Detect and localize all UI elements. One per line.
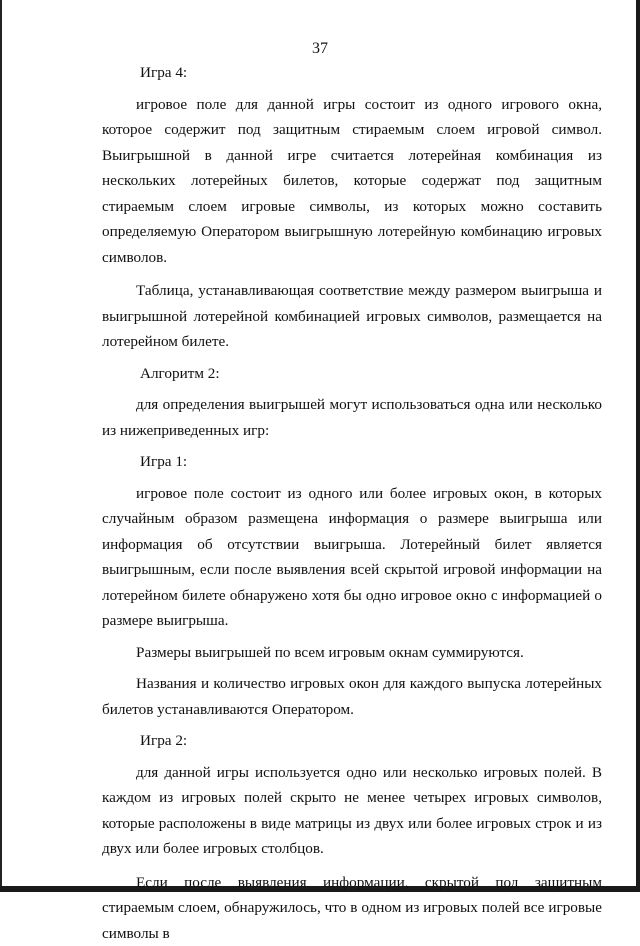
paragraph: Размеры выигрышей по всем игровым окнам суммируются. bbox=[102, 640, 602, 666]
heading-game-2: Игра 2: bbox=[102, 728, 602, 754]
page-number: 37 bbox=[0, 40, 640, 58]
paragraph: для определения выигрышей могут использоваться одна или несколько из нижеприведенных игр: bbox=[102, 392, 602, 443]
heading-algorithm-2: Алгоритм 2: bbox=[102, 361, 602, 387]
heading-game-1: Игра 1: bbox=[102, 449, 602, 475]
paragraph: Названия и количество игровых окон для каждого выпуска лотерейных билетов устанавливаются Оператором. bbox=[102, 671, 602, 722]
paragraph: для данной игры используется одно или несколько игровых полей. В каждом из игровых полей скрыто не менее четырех игровых символов, которые расположены в виде матрицы из двух или более игровых строк и из двух или более игровых столбцов. bbox=[102, 760, 602, 862]
scan-edge-left bbox=[0, 0, 2, 892]
paragraph: игровое поле для данной игры состоит из одного игрового окна, которое содержит под защитным стираемым слоем игровой символ. Выигрышной в данной игре считается лотерейная комбинация из нескольких лотерейных билетов, которые содержат под защитным стираемым слоем игровые символы, из которых можно составить определяемую Оператором выигрышную лотерейную комбинацию игровых символов. bbox=[102, 92, 602, 271]
document-body bbox=[102, 60, 602, 946]
paragraph: Если после выявления информации, скрытой под защитным стираемым слоем, обнаружилось, что в одном из игровых полей все игровые символы в bbox=[102, 870, 602, 946]
heading-game-4: Игра 4: bbox=[102, 60, 602, 86]
paragraph: игровое поле состоит из одного или более игровых окон, в которых случайным образом размещена информация о размере выигрыша или информация об отсутствии выигрыша. Лотерейный билет является выигрышным, если после выявления всей скрытой игровой информации на лотерейном билете обнаружено хотя бы одно игровое окно с информацией о размере выигрыша. bbox=[102, 481, 602, 634]
scan-edge-right bbox=[636, 0, 640, 892]
paragraph: Таблица, устанавливающая соответствие между размером выигрыша и выигрышной лотерейной комбинацией игровых символов, размещается на лотерейном билете. bbox=[102, 278, 602, 355]
